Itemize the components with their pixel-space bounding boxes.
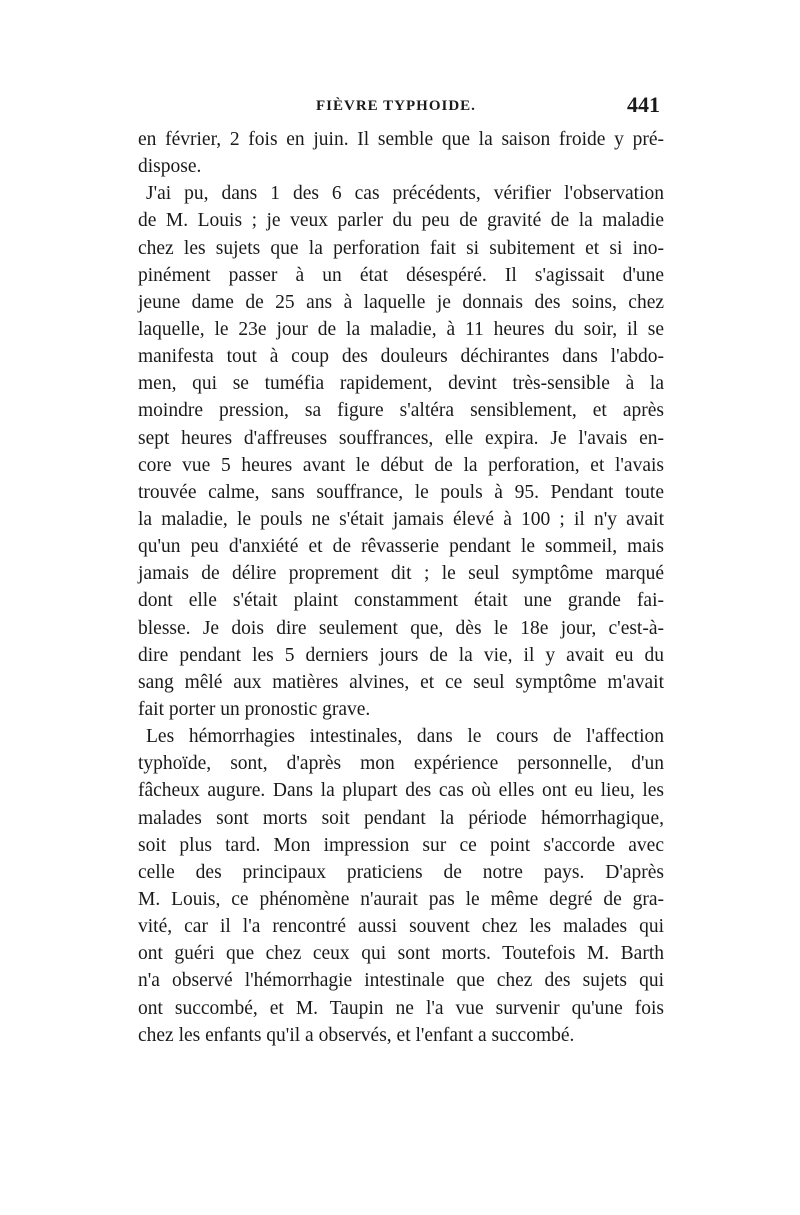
text-line: dispose. <box>138 156 202 178</box>
text-line: blesse. Je dois dire seulement que, dès le 18e jour, c'est-à- <box>138 617 664 639</box>
text-line: Les hémorrhagies intestinales, dans le cours de l'affection <box>146 726 664 748</box>
text-line: qu'un peu d'anxiété et de rêvasserie pendant le sommeil, mais <box>138 536 664 558</box>
body-text <box>138 126 664 1049</box>
text-line: fâcheux augure. Dans la plupart des cas où elles ont eu lieu, les <box>138 780 664 802</box>
text-line: chez les enfants qu'il a observés, et l'enfant a succombé. <box>138 1024 575 1046</box>
text-line: laquelle, le 23e jour de la maladie, à 11 heures du soir, il se <box>138 318 664 340</box>
text-line: celle des principaux praticiens de notre pays. D'après <box>138 861 664 883</box>
text-line: dire pendant les 5 derniers jours de la vie, il y avait eu du <box>138 644 664 666</box>
text-line: en février, 2 fois en juin. Il semble que la saison froide y pré- <box>138 129 664 150</box>
text-line: fait porter un pronostic grave. <box>138 698 371 720</box>
text-line: jamais de délire proprement dit ; le seul symptôme marqué <box>138 563 664 585</box>
text-line: vité, car il l'a rencontré aussi souvent chez les malades qui <box>138 916 664 938</box>
text-line: de M. Louis ; je veux parler du peu de gravité de la maladie <box>138 210 664 232</box>
text-line: sept heures d'affreuses souffrances, elle expira. Je l'avais en- <box>138 427 664 449</box>
text-line: J'ai pu, dans 1 des 6 cas précédents, vérifier l'observation <box>146 183 664 205</box>
text-line: M. Louis, ce phénomène n'aurait pas le même degré de gra- <box>138 888 664 910</box>
text-line: n'a observé l'hémorrhagie intestinale que chez des sujets qui <box>138 970 664 992</box>
text-line: dont elle s'était plaint constamment était une grande fai- <box>138 590 664 612</box>
text-line: ont guéri que chez ceux qui sont morts. Toutefois M. Barth <box>138 943 664 965</box>
text-line: core vue 5 heures avant le début de la perforation, et l'avais <box>138 454 664 476</box>
text-line: soit plus tard. Mon impression sur ce point s'accorde avec <box>138 834 664 856</box>
text-line: sang mêlé aux matières alvines, et ce seul symptôme m'avait <box>138 671 664 693</box>
text-line: men, qui se tuméfia rapidement, devint très-sensible à la <box>138 373 664 395</box>
running-title: FIÈVRE TYPHOIDE. <box>316 98 476 114</box>
text-line: moindre pression, sa figure s'altéra sensiblement, et après <box>138 400 664 422</box>
text-line: ont succombé, et M. Taupin ne l'a vue survenir qu'une fois <box>138 997 664 1019</box>
text-line: typhoïde, sont, d'après mon expérience personnelle, d'un <box>138 753 664 775</box>
text-line: chez les sujets que la perforation fait si subitement et si ino- <box>138 237 664 259</box>
text-line: la maladie, le pouls ne s'était jamais élevé à 100 ; il n'y avait <box>138 508 664 530</box>
page-header <box>138 92 660 122</box>
page-number: 441 <box>627 92 660 117</box>
text-line: pinément passer à un état désespéré. Il s'agissait d'une <box>138 264 664 286</box>
text-line: manifesta tout à coup des douleurs déchirantes dans l'abdo- <box>138 346 664 368</box>
text-line: jeune dame de 25 ans à laquelle je donnais des soins, chez <box>138 291 664 313</box>
text-line: trouvée calme, sans souffrance, le pouls à 95. Pendant toute <box>138 481 664 503</box>
text-line: malades sont morts soit pendant la période hémorrhagique, <box>138 807 664 829</box>
